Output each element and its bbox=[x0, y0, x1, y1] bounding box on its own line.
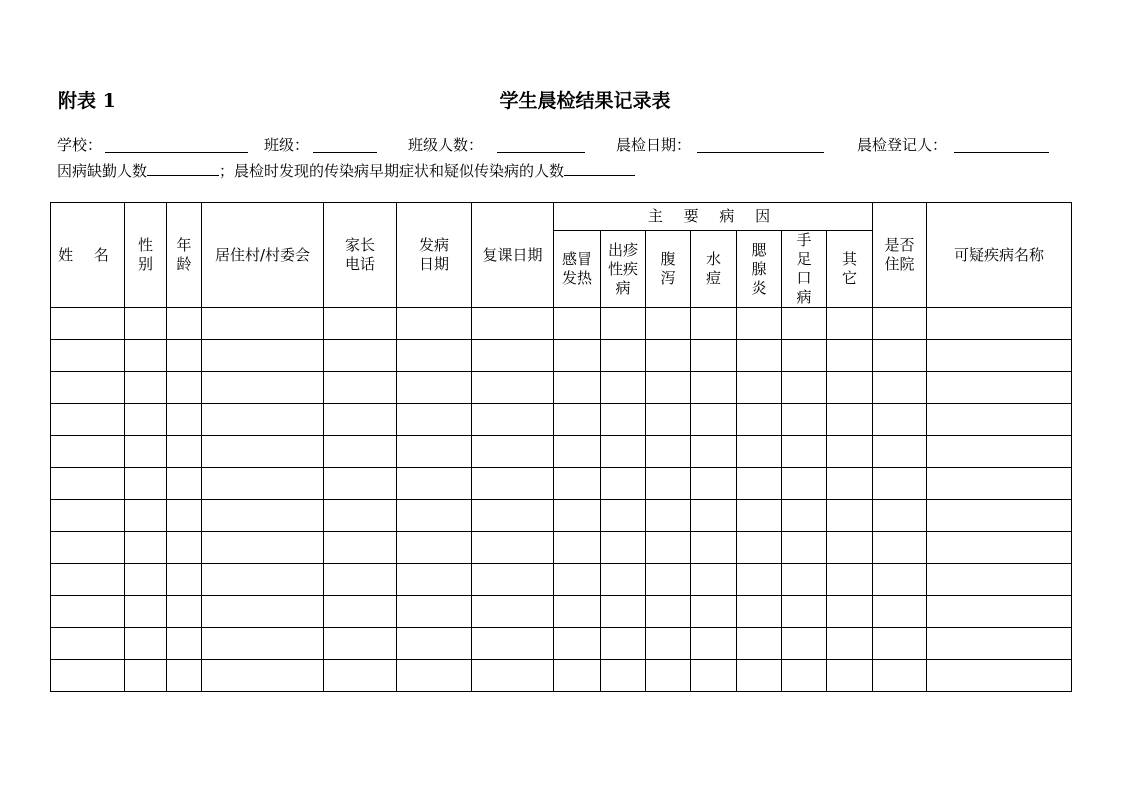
table-cell[interactable] bbox=[737, 660, 782, 692]
table-cell[interactable] bbox=[827, 468, 873, 500]
table-cell[interactable] bbox=[554, 340, 601, 372]
table-cell[interactable] bbox=[51, 564, 125, 596]
table-cell[interactable] bbox=[873, 372, 927, 404]
table-cell[interactable] bbox=[601, 308, 646, 340]
table-cell[interactable] bbox=[51, 340, 125, 372]
cause-hfmd: 手 足 口 病 bbox=[782, 231, 827, 308]
col-main-causes: 主 要 病 因 bbox=[554, 203, 873, 231]
table-cell[interactable] bbox=[324, 372, 397, 404]
table-row bbox=[51, 404, 1072, 436]
table-cell[interactable] bbox=[827, 436, 873, 468]
table-row bbox=[51, 500, 1072, 532]
table-cell[interactable] bbox=[167, 468, 202, 500]
table-cell[interactable] bbox=[472, 436, 554, 468]
page-title: 学生晨检结果记录表 bbox=[499, 90, 671, 112]
table-row bbox=[51, 340, 1072, 372]
table-cell[interactable] bbox=[324, 628, 397, 660]
table-cell[interactable] bbox=[202, 340, 324, 372]
school-label: 学校： bbox=[57, 136, 103, 154]
table-cell[interactable] bbox=[646, 436, 691, 468]
table-cell[interactable] bbox=[601, 596, 646, 628]
table-cell[interactable] bbox=[125, 340, 167, 372]
col-name: 姓 名 bbox=[51, 203, 125, 308]
table-cell[interactable] bbox=[397, 628, 472, 660]
form-absence-row bbox=[57, 160, 635, 181]
cause-chickenpox: 水 痘 bbox=[691, 231, 737, 308]
table-cell[interactable] bbox=[472, 308, 554, 340]
table-cell[interactable] bbox=[125, 436, 167, 468]
table-cell[interactable] bbox=[782, 308, 827, 340]
table-cell[interactable] bbox=[51, 660, 125, 692]
table-cell[interactable] bbox=[827, 340, 873, 372]
table-cell[interactable] bbox=[125, 372, 167, 404]
cause-rash: 出疹 性疾 病 bbox=[601, 231, 646, 308]
table-cell[interactable] bbox=[125, 404, 167, 436]
table-cell[interactable] bbox=[324, 468, 397, 500]
table-cell[interactable] bbox=[554, 436, 601, 468]
table-cell[interactable] bbox=[646, 404, 691, 436]
table-cell[interactable] bbox=[554, 468, 601, 500]
table-cell[interactable] bbox=[601, 660, 646, 692]
table-cell[interactable] bbox=[691, 660, 737, 692]
table-cell[interactable] bbox=[827, 628, 873, 660]
table-cell[interactable] bbox=[691, 596, 737, 628]
class-count-label: 班级人数： bbox=[408, 136, 484, 154]
table-cell[interactable] bbox=[472, 564, 554, 596]
table-cell[interactable] bbox=[737, 308, 782, 340]
table-cell[interactable] bbox=[737, 468, 782, 500]
table-cell[interactable] bbox=[782, 532, 827, 564]
table-cell[interactable] bbox=[646, 660, 691, 692]
table-cell[interactable] bbox=[646, 468, 691, 500]
table-cell[interactable] bbox=[397, 436, 472, 468]
table-cell[interactable] bbox=[601, 468, 646, 500]
table-cell[interactable] bbox=[691, 468, 737, 500]
table-cell[interactable] bbox=[601, 340, 646, 372]
table-cell[interactable] bbox=[324, 436, 397, 468]
table-cell[interactable] bbox=[873, 308, 927, 340]
table-cell[interactable] bbox=[927, 436, 1072, 468]
table-cell[interactable] bbox=[202, 468, 324, 500]
table-cell[interactable] bbox=[646, 500, 691, 532]
table-cell[interactable] bbox=[51, 532, 125, 564]
table-cell[interactable] bbox=[472, 340, 554, 372]
table-cell[interactable] bbox=[782, 500, 827, 532]
table-cell[interactable] bbox=[927, 596, 1072, 628]
table-cell[interactable] bbox=[691, 308, 737, 340]
class-count-field[interactable] bbox=[497, 152, 585, 153]
table-cell[interactable] bbox=[927, 532, 1072, 564]
table-cell[interactable] bbox=[472, 468, 554, 500]
table-cell[interactable] bbox=[737, 500, 782, 532]
table-cell[interactable] bbox=[691, 436, 737, 468]
col-gender: 性 别 bbox=[125, 203, 167, 308]
table-cell[interactable] bbox=[646, 564, 691, 596]
table-cell[interactable] bbox=[827, 500, 873, 532]
table-cell[interactable] bbox=[782, 340, 827, 372]
date-label: 晨检日期： bbox=[616, 136, 692, 154]
table-cell[interactable] bbox=[167, 660, 202, 692]
suspected-label: 晨检时发现的传染病早期症状和疑似传染病的人数 bbox=[234, 162, 565, 180]
table-cell[interactable] bbox=[782, 372, 827, 404]
table-cell[interactable] bbox=[167, 404, 202, 436]
table-cell[interactable] bbox=[873, 500, 927, 532]
table-cell[interactable] bbox=[737, 628, 782, 660]
col-onset-date: 发病 日期 bbox=[397, 203, 472, 308]
table-cell[interactable] bbox=[472, 596, 554, 628]
table-cell[interactable] bbox=[125, 532, 167, 564]
date-field[interactable] bbox=[697, 152, 824, 153]
school-field[interactable] bbox=[105, 152, 248, 153]
table-cell[interactable] bbox=[601, 436, 646, 468]
table-row bbox=[51, 436, 1072, 468]
table-cell[interactable] bbox=[202, 628, 324, 660]
separator: ； bbox=[219, 162, 235, 180]
table-cell[interactable] bbox=[737, 340, 782, 372]
table-cell[interactable] bbox=[554, 372, 601, 404]
table-cell[interactable] bbox=[202, 404, 324, 436]
table-row bbox=[51, 372, 1072, 404]
table-cell[interactable] bbox=[646, 372, 691, 404]
table-cell[interactable] bbox=[167, 564, 202, 596]
table-cell[interactable] bbox=[873, 468, 927, 500]
record-table bbox=[50, 202, 1072, 692]
table-cell[interactable] bbox=[324, 340, 397, 372]
table-cell[interactable] bbox=[737, 436, 782, 468]
table-cell[interactable] bbox=[691, 628, 737, 660]
table-cell[interactable] bbox=[554, 404, 601, 436]
class-field[interactable] bbox=[313, 152, 377, 153]
table-cell[interactable] bbox=[51, 596, 125, 628]
table-cell[interactable] bbox=[927, 500, 1072, 532]
table-cell[interactable] bbox=[601, 372, 646, 404]
registrar-label: 晨检登记人： bbox=[857, 136, 948, 154]
table-cell[interactable] bbox=[397, 596, 472, 628]
table-cell[interactable] bbox=[873, 340, 927, 372]
table-cell[interactable] bbox=[51, 372, 125, 404]
table-cell[interactable] bbox=[782, 596, 827, 628]
table-cell[interactable] bbox=[51, 468, 125, 500]
table-cell[interactable] bbox=[927, 404, 1072, 436]
table-cell[interactable] bbox=[691, 340, 737, 372]
cause-other: 其 它 bbox=[827, 231, 873, 308]
table-cell[interactable] bbox=[601, 500, 646, 532]
table-cell[interactable] bbox=[202, 372, 324, 404]
table-cell[interactable] bbox=[472, 628, 554, 660]
table-cell[interactable] bbox=[202, 660, 324, 692]
table-cell[interactable] bbox=[873, 660, 927, 692]
table-cell[interactable] bbox=[324, 564, 397, 596]
table-row bbox=[51, 660, 1072, 692]
table-cell[interactable] bbox=[554, 564, 601, 596]
table-cell[interactable] bbox=[554, 532, 601, 564]
table-cell[interactable] bbox=[125, 500, 167, 532]
table-cell[interactable] bbox=[397, 500, 472, 532]
absence-field[interactable] bbox=[147, 160, 219, 176]
cause-diarrhea: 腹 泻 bbox=[646, 231, 691, 308]
table-cell[interactable] bbox=[324, 404, 397, 436]
table-cell[interactable] bbox=[827, 596, 873, 628]
absence-label: 因病缺勤人数 bbox=[57, 162, 148, 180]
table-row bbox=[51, 596, 1072, 628]
table-cell[interactable] bbox=[646, 308, 691, 340]
table-cell[interactable] bbox=[737, 372, 782, 404]
table-cell[interactable] bbox=[927, 468, 1072, 500]
table-cell[interactable] bbox=[691, 404, 737, 436]
table-cell[interactable] bbox=[554, 308, 601, 340]
table-cell[interactable] bbox=[125, 628, 167, 660]
table-cell[interactable] bbox=[873, 564, 927, 596]
table-cell[interactable] bbox=[472, 500, 554, 532]
col-hospitalized: 是否 住院 bbox=[873, 203, 927, 308]
table-cell[interactable] bbox=[873, 404, 927, 436]
table-cell[interactable] bbox=[601, 564, 646, 596]
class-label: 班级： bbox=[264, 136, 310, 154]
table-cell[interactable] bbox=[51, 308, 125, 340]
table-cell[interactable] bbox=[202, 308, 324, 340]
col-resume-date: 复课日期 bbox=[472, 203, 554, 308]
table-cell[interactable] bbox=[827, 660, 873, 692]
table-cell[interactable] bbox=[827, 372, 873, 404]
table-row bbox=[51, 532, 1072, 564]
table-cell[interactable] bbox=[472, 660, 554, 692]
table-cell[interactable] bbox=[397, 532, 472, 564]
table-cell[interactable] bbox=[167, 500, 202, 532]
table-cell[interactable] bbox=[601, 404, 646, 436]
table-cell[interactable] bbox=[397, 308, 472, 340]
table-cell[interactable] bbox=[125, 308, 167, 340]
registrar-field[interactable] bbox=[954, 152, 1049, 153]
table-cell[interactable] bbox=[167, 596, 202, 628]
table-cell[interactable] bbox=[691, 532, 737, 564]
table-cell[interactable] bbox=[737, 532, 782, 564]
table-cell[interactable] bbox=[646, 596, 691, 628]
table-cell[interactable] bbox=[873, 436, 927, 468]
table-cell[interactable] bbox=[927, 564, 1072, 596]
table-cell[interactable] bbox=[202, 564, 324, 596]
table-cell[interactable] bbox=[927, 372, 1072, 404]
table-cell[interactable] bbox=[827, 308, 873, 340]
table-cell[interactable] bbox=[472, 372, 554, 404]
suspected-count-field[interactable] bbox=[564, 160, 635, 176]
table-cell[interactable] bbox=[873, 596, 927, 628]
table-cell[interactable] bbox=[167, 308, 202, 340]
table-cell[interactable] bbox=[202, 596, 324, 628]
table-cell[interactable] bbox=[554, 628, 601, 660]
table-cell[interactable] bbox=[737, 404, 782, 436]
table-cell[interactable] bbox=[927, 628, 1072, 660]
table-cell[interactable] bbox=[51, 404, 125, 436]
table-cell[interactable] bbox=[397, 372, 472, 404]
table-cell[interactable] bbox=[51, 500, 125, 532]
table-cell[interactable] bbox=[646, 340, 691, 372]
cause-mumps: 腮 腺 炎 bbox=[737, 231, 782, 308]
table-cell[interactable] bbox=[782, 468, 827, 500]
table-cell[interactable] bbox=[472, 404, 554, 436]
table-cell[interactable] bbox=[927, 340, 1072, 372]
table-cell[interactable] bbox=[324, 532, 397, 564]
col-residence: 居住村/村委会 bbox=[202, 203, 324, 308]
table-cell[interactable] bbox=[646, 628, 691, 660]
cause-cold-fever: 感冒 发热 bbox=[554, 231, 601, 308]
table-cell[interactable] bbox=[873, 628, 927, 660]
col-age: 年 龄 bbox=[167, 203, 202, 308]
table-cell[interactable] bbox=[51, 436, 125, 468]
appendix-label: 附表 1 bbox=[58, 90, 116, 112]
table-cell[interactable] bbox=[782, 628, 827, 660]
table-cell[interactable] bbox=[782, 660, 827, 692]
table-cell[interactable] bbox=[646, 532, 691, 564]
table-cell[interactable] bbox=[397, 660, 472, 692]
table-cell[interactable] bbox=[601, 532, 646, 564]
table-cell[interactable] bbox=[202, 500, 324, 532]
table-cell[interactable] bbox=[737, 596, 782, 628]
table-cell[interactable] bbox=[125, 564, 167, 596]
col-suspected-disease: 可疑疾病名称 bbox=[927, 203, 1072, 308]
table-cell[interactable] bbox=[167, 372, 202, 404]
table-cell[interactable] bbox=[691, 500, 737, 532]
table-cell[interactable] bbox=[554, 500, 601, 532]
table-cell[interactable] bbox=[827, 564, 873, 596]
table-cell[interactable] bbox=[324, 308, 397, 340]
table-cell[interactable] bbox=[691, 564, 737, 596]
table-cell[interactable] bbox=[397, 468, 472, 500]
table-cell[interactable] bbox=[554, 596, 601, 628]
table-cell[interactable] bbox=[125, 468, 167, 500]
table-row bbox=[51, 468, 1072, 500]
table-cell[interactable] bbox=[397, 404, 472, 436]
table-cell[interactable] bbox=[737, 564, 782, 596]
table-cell[interactable] bbox=[167, 340, 202, 372]
col-parent-phone: 家长 电话 bbox=[324, 203, 397, 308]
table-cell[interactable] bbox=[125, 660, 167, 692]
table-cell[interactable] bbox=[782, 436, 827, 468]
table-cell[interactable] bbox=[927, 308, 1072, 340]
table-cell[interactable] bbox=[782, 564, 827, 596]
table-cell[interactable] bbox=[324, 660, 397, 692]
table-cell[interactable] bbox=[397, 564, 472, 596]
table-row bbox=[51, 308, 1072, 340]
table-cell[interactable] bbox=[202, 436, 324, 468]
table-cell[interactable] bbox=[691, 372, 737, 404]
table-cell[interactable] bbox=[554, 660, 601, 692]
table-cell[interactable] bbox=[202, 532, 324, 564]
table-cell[interactable] bbox=[873, 532, 927, 564]
table-cell[interactable] bbox=[601, 628, 646, 660]
table-cell[interactable] bbox=[167, 628, 202, 660]
table-cell[interactable] bbox=[782, 404, 827, 436]
table-cell[interactable] bbox=[927, 660, 1072, 692]
table-cell[interactable] bbox=[125, 596, 167, 628]
table-cell[interactable] bbox=[827, 532, 873, 564]
table-row bbox=[51, 628, 1072, 660]
table-cell[interactable] bbox=[397, 340, 472, 372]
table-cell[interactable] bbox=[324, 500, 397, 532]
table-row bbox=[51, 564, 1072, 596]
table-cell[interactable] bbox=[167, 532, 202, 564]
table-cell[interactable] bbox=[324, 596, 397, 628]
table-cell[interactable] bbox=[827, 404, 873, 436]
table-cell[interactable] bbox=[51, 628, 125, 660]
table-cell[interactable] bbox=[472, 532, 554, 564]
table-cell[interactable] bbox=[167, 436, 202, 468]
